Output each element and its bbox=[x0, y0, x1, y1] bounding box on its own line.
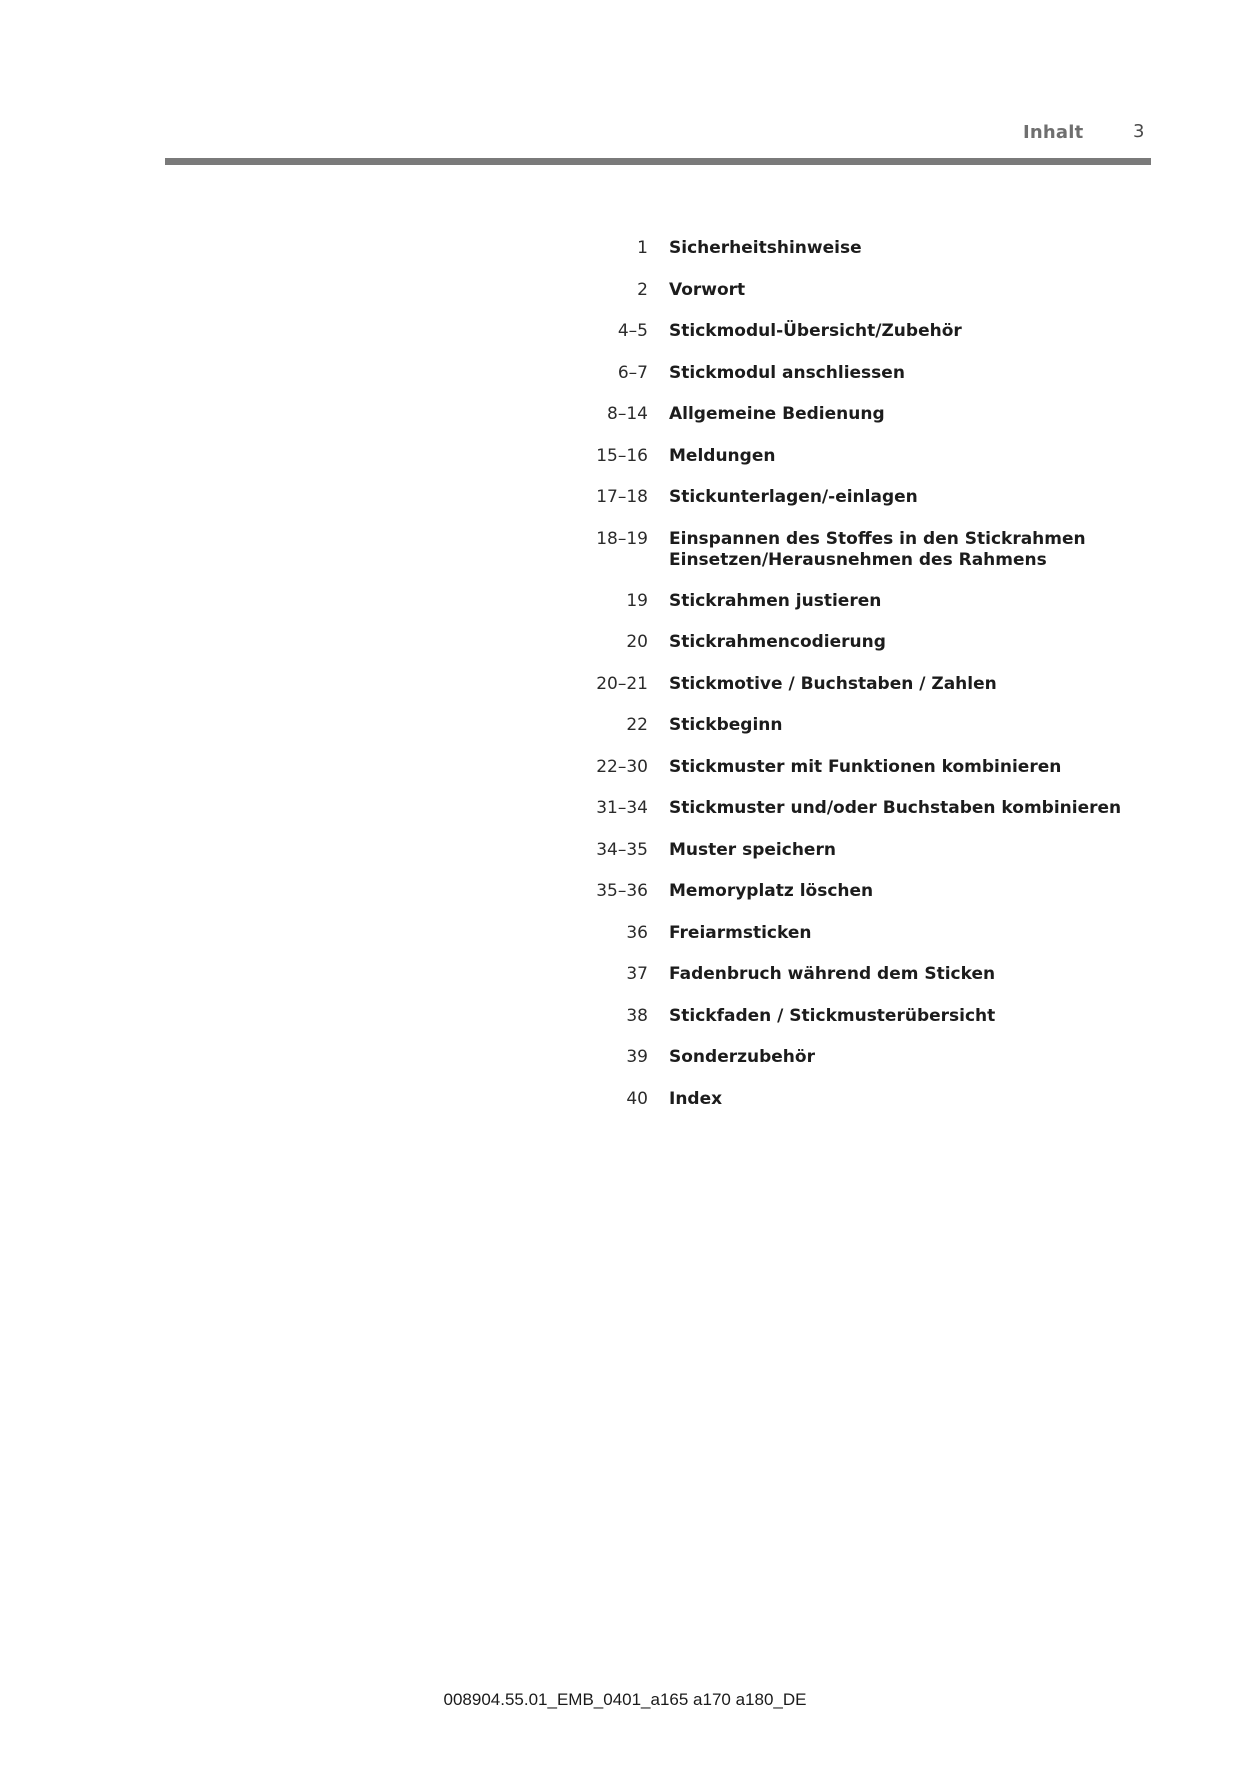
toc-title-group bbox=[669, 321, 962, 342]
page-header bbox=[0, 118, 1240, 148]
header-rule bbox=[165, 158, 1151, 165]
toc-title-group bbox=[669, 1006, 995, 1027]
toc-title: Stickrahmencodierung bbox=[669, 632, 886, 652]
toc-page-range: 22–30 bbox=[596, 756, 648, 777]
toc-title-group bbox=[669, 238, 862, 259]
footer-document-code: 008904.55.01_EMB_0401_a165 a170 a180_DE bbox=[443, 1690, 807, 1709]
toc-page-range: 35–36 bbox=[596, 881, 648, 901]
toc-title: Sicherheitshinweise bbox=[669, 238, 862, 258]
toc-page-range: 20–21 bbox=[596, 673, 648, 694]
toc-entry[interactable] bbox=[560, 487, 1160, 529]
toc-entry[interactable] bbox=[560, 363, 1160, 405]
toc-title: Stickmotive / Buchstaben / Zahlen bbox=[669, 673, 997, 694]
toc-title: Allgemeine Bedienung bbox=[669, 404, 885, 424]
toc-title-group bbox=[669, 363, 905, 384]
toc-page-range: 40 bbox=[626, 1088, 648, 1109]
table-of-contents bbox=[560, 238, 1160, 1130]
toc-page-range: 31–34 bbox=[596, 798, 648, 818]
toc-title-group bbox=[669, 1047, 815, 1068]
toc-title-group bbox=[669, 404, 885, 425]
toc-page-range: 38 bbox=[626, 1005, 648, 1026]
toc-title: Stickmodul anschliessen bbox=[669, 362, 905, 383]
toc-entry[interactable] bbox=[560, 923, 1160, 965]
toc-entry[interactable] bbox=[560, 798, 1160, 840]
toc-entry[interactable] bbox=[560, 632, 1160, 674]
toc-entry[interactable] bbox=[560, 674, 1160, 716]
toc-page-range: 17–18 bbox=[596, 487, 648, 507]
toc-entry[interactable] bbox=[560, 1089, 1160, 1131]
toc-title-group bbox=[669, 964, 995, 985]
toc-title-group bbox=[669, 1089, 722, 1110]
toc-entry[interactable] bbox=[560, 1047, 1160, 1089]
toc-entry[interactable] bbox=[560, 840, 1160, 882]
toc-title: Meldungen bbox=[669, 445, 776, 466]
toc-title: Index bbox=[669, 1088, 723, 1109]
toc-page-range: 18–19 bbox=[596, 528, 648, 549]
toc-entry[interactable] bbox=[560, 715, 1160, 757]
toc-title: Einspannen des Stoffes in den Stickrahmen bbox=[669, 528, 1086, 549]
toc-page-range: 39 bbox=[626, 1047, 648, 1067]
toc-title: Stickrahmen justieren bbox=[669, 590, 882, 611]
toc-entry[interactable] bbox=[560, 757, 1160, 799]
toc-title-group bbox=[669, 840, 836, 861]
toc-title: Stickmuster mit Funktionen kombinieren bbox=[669, 756, 1062, 777]
toc-title-group bbox=[669, 674, 997, 695]
toc-page-range: 8–14 bbox=[607, 404, 648, 424]
toc-title: Freiarmsticken bbox=[669, 922, 812, 943]
toc-title-group bbox=[669, 529, 1086, 571]
page-number: 3 bbox=[1133, 121, 1145, 142]
toc-title: Stickmuster und/oder Buchstaben kombinieren bbox=[669, 798, 1122, 818]
toc-page-range: 37 bbox=[626, 964, 648, 984]
toc-page-range: 6–7 bbox=[617, 362, 648, 383]
toc-entry[interactable] bbox=[560, 881, 1160, 923]
toc-title-group bbox=[669, 715, 782, 736]
toc-title-group bbox=[669, 757, 1061, 778]
toc-entry[interactable] bbox=[560, 1006, 1160, 1048]
toc-title: Memoryplatz löschen bbox=[669, 881, 874, 901]
toc-entry[interactable] bbox=[560, 404, 1160, 446]
toc-title-group bbox=[669, 923, 811, 944]
toc-page-range: 20 bbox=[626, 632, 648, 652]
toc-entry[interactable] bbox=[560, 591, 1160, 633]
toc-title-group bbox=[669, 591, 881, 612]
toc-title-group bbox=[669, 798, 1121, 819]
toc-title-group bbox=[669, 280, 745, 301]
toc-title-group bbox=[669, 881, 873, 902]
toc-title: Sonderzubehör bbox=[669, 1047, 815, 1067]
toc-title-group bbox=[669, 632, 886, 653]
header-title: Inhalt bbox=[1023, 122, 1084, 143]
toc-title-group bbox=[669, 487, 918, 508]
toc-title: Stickfaden / Stickmusterübersicht bbox=[669, 1005, 996, 1026]
toc-page-range: 36 bbox=[626, 922, 648, 943]
toc-page-range: 4–5 bbox=[617, 321, 648, 341]
toc-page-range: 15–16 bbox=[596, 445, 648, 466]
toc-title: Muster speichern bbox=[669, 839, 836, 860]
toc-entry[interactable] bbox=[560, 280, 1160, 322]
toc-title-group bbox=[669, 446, 775, 467]
toc-title: Stickmodul-Übersicht/Zubehör bbox=[669, 321, 962, 341]
toc-page-range: 19 bbox=[626, 590, 648, 611]
toc-page-range: 22 bbox=[626, 715, 648, 735]
toc-entry[interactable] bbox=[560, 321, 1160, 363]
toc-title: Vorwort bbox=[669, 279, 746, 300]
toc-entry[interactable] bbox=[560, 446, 1160, 488]
toc-page-range: 2 bbox=[637, 279, 648, 300]
toc-entry[interactable] bbox=[560, 964, 1160, 1006]
toc-title: Stickbeginn bbox=[669, 715, 783, 735]
toc-entry[interactable] bbox=[560, 529, 1160, 591]
toc-title: Einsetzen/Herausnehmen des Rahmens bbox=[669, 549, 1047, 570]
toc-page-range: 1 bbox=[637, 238, 648, 258]
toc-entry[interactable] bbox=[560, 238, 1160, 280]
toc-title: Fadenbruch während dem Sticken bbox=[669, 964, 996, 984]
toc-title: Stickunterlagen/-einlagen bbox=[669, 487, 918, 507]
toc-page-range: 34–35 bbox=[596, 839, 648, 860]
